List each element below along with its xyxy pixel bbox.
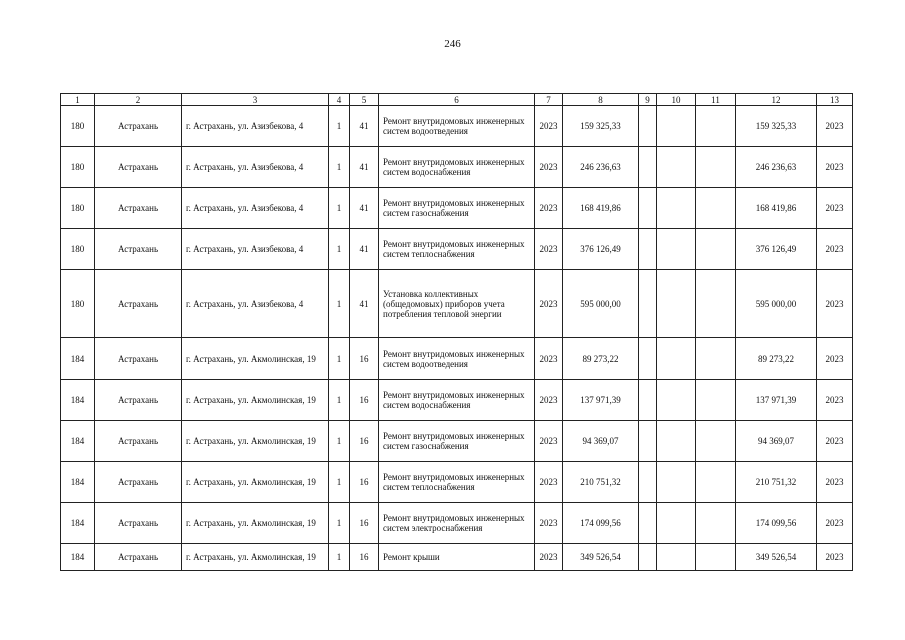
row-number: 184 — [61, 544, 95, 571]
column-number-header: 9 — [639, 94, 657, 106]
address-cell: г. Астрахань, ул. Акмолинская, 19 — [182, 503, 329, 544]
work-type-cell: Ремонт внутридомовых инженерных систем теплоснабжения — [379, 229, 535, 270]
column-number-header: 4 — [329, 94, 350, 106]
col10-cell — [657, 270, 696, 338]
col4-cell: 1 — [329, 421, 350, 462]
work-type-cell: Ремонт внутридомовых инженерных систем водоотведения — [379, 338, 535, 380]
work-type-cell: Ремонт внутридомовых инженерных систем водоотведения — [379, 106, 535, 147]
column-number-header: 2 — [95, 94, 182, 106]
col9-cell — [639, 188, 657, 229]
year-cell: 2023 — [535, 544, 563, 571]
col10-cell — [657, 188, 696, 229]
cost-cell: 595 000,00 — [736, 270, 817, 338]
municipality-cell: Астрахань — [95, 544, 182, 571]
municipality-cell: Астрахань — [95, 270, 182, 338]
table-row — [61, 544, 853, 571]
col11-cell — [696, 270, 736, 338]
municipality-cell: Астрахань — [95, 380, 182, 421]
completion-year-cell: 2023 — [817, 380, 853, 421]
row-number: 184 — [61, 503, 95, 544]
work-type-cell: Ремонт внутридомовых инженерных систем водоснабжения — [379, 147, 535, 188]
col11-cell — [696, 544, 736, 571]
col10-cell — [657, 106, 696, 147]
col11-cell — [696, 106, 736, 147]
table-row — [61, 338, 853, 380]
col11-cell — [696, 503, 736, 544]
row-number: 180 — [61, 106, 95, 147]
cost-cell: 137 971,39 — [736, 380, 817, 421]
column-number-header: 13 — [817, 94, 853, 106]
total-cost-cell: 89 273,22 — [563, 338, 639, 380]
col5-cell: 41 — [350, 188, 379, 229]
table-row — [61, 270, 853, 338]
work-type-cell: Ремонт внутридомовых инженерных систем газоснабжения — [379, 188, 535, 229]
completion-year-cell: 2023 — [817, 188, 853, 229]
column-number-row — [61, 94, 853, 106]
col5-cell: 41 — [350, 147, 379, 188]
col5-cell: 41 — [350, 229, 379, 270]
row-number: 184 — [61, 338, 95, 380]
table-row — [61, 503, 853, 544]
total-cost-cell: 137 971,39 — [563, 380, 639, 421]
row-number: 184 — [61, 462, 95, 503]
col4-cell: 1 — [329, 106, 350, 147]
column-number-header: 3 — [182, 94, 329, 106]
col9-cell — [639, 380, 657, 421]
row-number: 184 — [61, 421, 95, 462]
col5-cell: 16 — [350, 462, 379, 503]
total-cost-cell: 174 099,56 — [563, 503, 639, 544]
completion-year-cell: 2023 — [817, 421, 853, 462]
completion-year-cell: 2023 — [817, 270, 853, 338]
year-cell: 2023 — [535, 188, 563, 229]
completion-year-cell: 2023 — [817, 106, 853, 147]
cost-cell: 246 236,63 — [736, 147, 817, 188]
col5-cell: 16 — [350, 338, 379, 380]
col10-cell — [657, 380, 696, 421]
col10-cell — [657, 229, 696, 270]
col4-cell: 1 — [329, 270, 350, 338]
column-number-header: 7 — [535, 94, 563, 106]
col5-cell: 16 — [350, 503, 379, 544]
completion-year-cell: 2023 — [817, 462, 853, 503]
col4-cell: 1 — [329, 380, 350, 421]
column-number-header: 11 — [696, 94, 736, 106]
col5-cell: 16 — [350, 380, 379, 421]
col4-cell: 1 — [329, 503, 350, 544]
cost-cell: 174 099,56 — [736, 503, 817, 544]
col10-cell — [657, 338, 696, 380]
column-number-header: 8 — [563, 94, 639, 106]
address-cell: г. Астрахань, ул. Акмолинская, 19 — [182, 380, 329, 421]
cost-cell: 168 419,86 — [736, 188, 817, 229]
row-number: 184 — [61, 380, 95, 421]
year-cell: 2023 — [535, 380, 563, 421]
cost-cell: 349 526,54 — [736, 544, 817, 571]
col9-cell — [639, 338, 657, 380]
year-cell: 2023 — [535, 229, 563, 270]
col10-cell — [657, 462, 696, 503]
col4-cell: 1 — [329, 229, 350, 270]
column-number-header: 10 — [657, 94, 696, 106]
col11-cell — [696, 147, 736, 188]
year-cell: 2023 — [535, 503, 563, 544]
row-number: 180 — [61, 147, 95, 188]
municipality-cell: Астрахань — [95, 421, 182, 462]
year-cell: 2023 — [535, 462, 563, 503]
completion-year-cell: 2023 — [817, 338, 853, 380]
total-cost-cell: 246 236,63 — [563, 147, 639, 188]
col4-cell: 1 — [329, 147, 350, 188]
col9-cell — [639, 421, 657, 462]
cost-cell: 89 273,22 — [736, 338, 817, 380]
address-cell: г. Астрахань, ул. Акмолинская, 19 — [182, 338, 329, 380]
col9-cell — [639, 229, 657, 270]
table-row — [61, 188, 853, 229]
completion-year-cell: 2023 — [817, 503, 853, 544]
table-row — [61, 106, 853, 147]
year-cell: 2023 — [535, 106, 563, 147]
year-cell: 2023 — [535, 338, 563, 380]
year-cell: 2023 — [535, 270, 563, 338]
address-cell: г. Астрахань, ул. Азизбекова, 4 — [182, 270, 329, 338]
col4-cell: 1 — [329, 188, 350, 229]
total-cost-cell: 349 526,54 — [563, 544, 639, 571]
municipality-cell: Астрахань — [95, 462, 182, 503]
col9-cell — [639, 270, 657, 338]
completion-year-cell: 2023 — [817, 544, 853, 571]
column-number-header: 6 — [379, 94, 535, 106]
column-number-header: 1 — [61, 94, 95, 106]
row-number: 180 — [61, 188, 95, 229]
register-table — [60, 93, 853, 571]
work-type-cell: Ремонт внутридомовых инженерных систем электроснабжения — [379, 503, 535, 544]
address-cell: г. Астрахань, ул. Азизбекова, 4 — [182, 106, 329, 147]
row-number: 180 — [61, 229, 95, 270]
municipality-cell: Астрахань — [95, 147, 182, 188]
table-row — [61, 380, 853, 421]
completion-year-cell: 2023 — [817, 229, 853, 270]
col10-cell — [657, 147, 696, 188]
col9-cell — [639, 544, 657, 571]
column-number-header: 5 — [350, 94, 379, 106]
municipality-cell: Астрахань — [95, 106, 182, 147]
col5-cell: 41 — [350, 270, 379, 338]
table-row — [61, 147, 853, 188]
address-cell: г. Астрахань, ул. Акмолинская, 19 — [182, 421, 329, 462]
row-number: 180 — [61, 270, 95, 338]
col11-cell — [696, 188, 736, 229]
table-row — [61, 421, 853, 462]
address-cell: г. Астрахань, ул. Азизбекова, 4 — [182, 188, 329, 229]
address-cell: г. Астрахань, ул. Азизбекова, 4 — [182, 147, 329, 188]
total-cost-cell: 94 369,07 — [563, 421, 639, 462]
col4-cell: 1 — [329, 462, 350, 503]
municipality-cell: Астрахань — [95, 188, 182, 229]
address-cell: г. Астрахань, ул. Акмолинская, 19 — [182, 462, 329, 503]
col11-cell — [696, 229, 736, 270]
total-cost-cell: 595 000,00 — [563, 270, 639, 338]
page-number: 246 — [444, 38, 461, 50]
col11-cell — [696, 380, 736, 421]
col5-cell: 41 — [350, 106, 379, 147]
col9-cell — [639, 462, 657, 503]
column-number-header: 12 — [736, 94, 817, 106]
work-type-cell: Ремонт крыши — [379, 544, 535, 571]
col10-cell — [657, 421, 696, 462]
municipality-cell: Астрахань — [95, 338, 182, 380]
total-cost-cell: 210 751,32 — [563, 462, 639, 503]
total-cost-cell: 168 419,86 — [563, 188, 639, 229]
col10-cell — [657, 503, 696, 544]
col11-cell — [696, 462, 736, 503]
col9-cell — [639, 503, 657, 544]
municipality-cell: Астрахань — [95, 229, 182, 270]
work-type-cell: Ремонт внутридомовых инженерных систем газоснабжения — [379, 421, 535, 462]
total-cost-cell: 376 126,49 — [563, 229, 639, 270]
col5-cell: 16 — [350, 544, 379, 571]
completion-year-cell: 2023 — [817, 147, 853, 188]
cost-cell: 159 325,33 — [736, 106, 817, 147]
address-cell: г. Астрахань, ул. Акмолинская, 19 — [182, 544, 329, 571]
total-cost-cell: 159 325,33 — [563, 106, 639, 147]
table-row — [61, 462, 853, 503]
cost-cell: 210 751,32 — [736, 462, 817, 503]
year-cell: 2023 — [535, 147, 563, 188]
cost-cell: 94 369,07 — [736, 421, 817, 462]
col11-cell — [696, 421, 736, 462]
col9-cell — [639, 106, 657, 147]
col4-cell: 1 — [329, 544, 350, 571]
table-row — [61, 229, 853, 270]
col5-cell: 16 — [350, 421, 379, 462]
cost-cell: 376 126,49 — [736, 229, 817, 270]
address-cell: г. Астрахань, ул. Азизбекова, 4 — [182, 229, 329, 270]
col11-cell — [696, 338, 736, 380]
col10-cell — [657, 544, 696, 571]
work-type-cell: Установка коллективных (общедомовых) приборов учета потребления тепловой энергии — [379, 270, 535, 338]
col9-cell — [639, 147, 657, 188]
work-type-cell: Ремонт внутридомовых инженерных систем теплоснабжения — [379, 462, 535, 503]
year-cell: 2023 — [535, 421, 563, 462]
work-type-cell: Ремонт внутридомовых инженерных систем водоснабжения — [379, 380, 535, 421]
municipality-cell: Астрахань — [95, 503, 182, 544]
col4-cell: 1 — [329, 338, 350, 380]
